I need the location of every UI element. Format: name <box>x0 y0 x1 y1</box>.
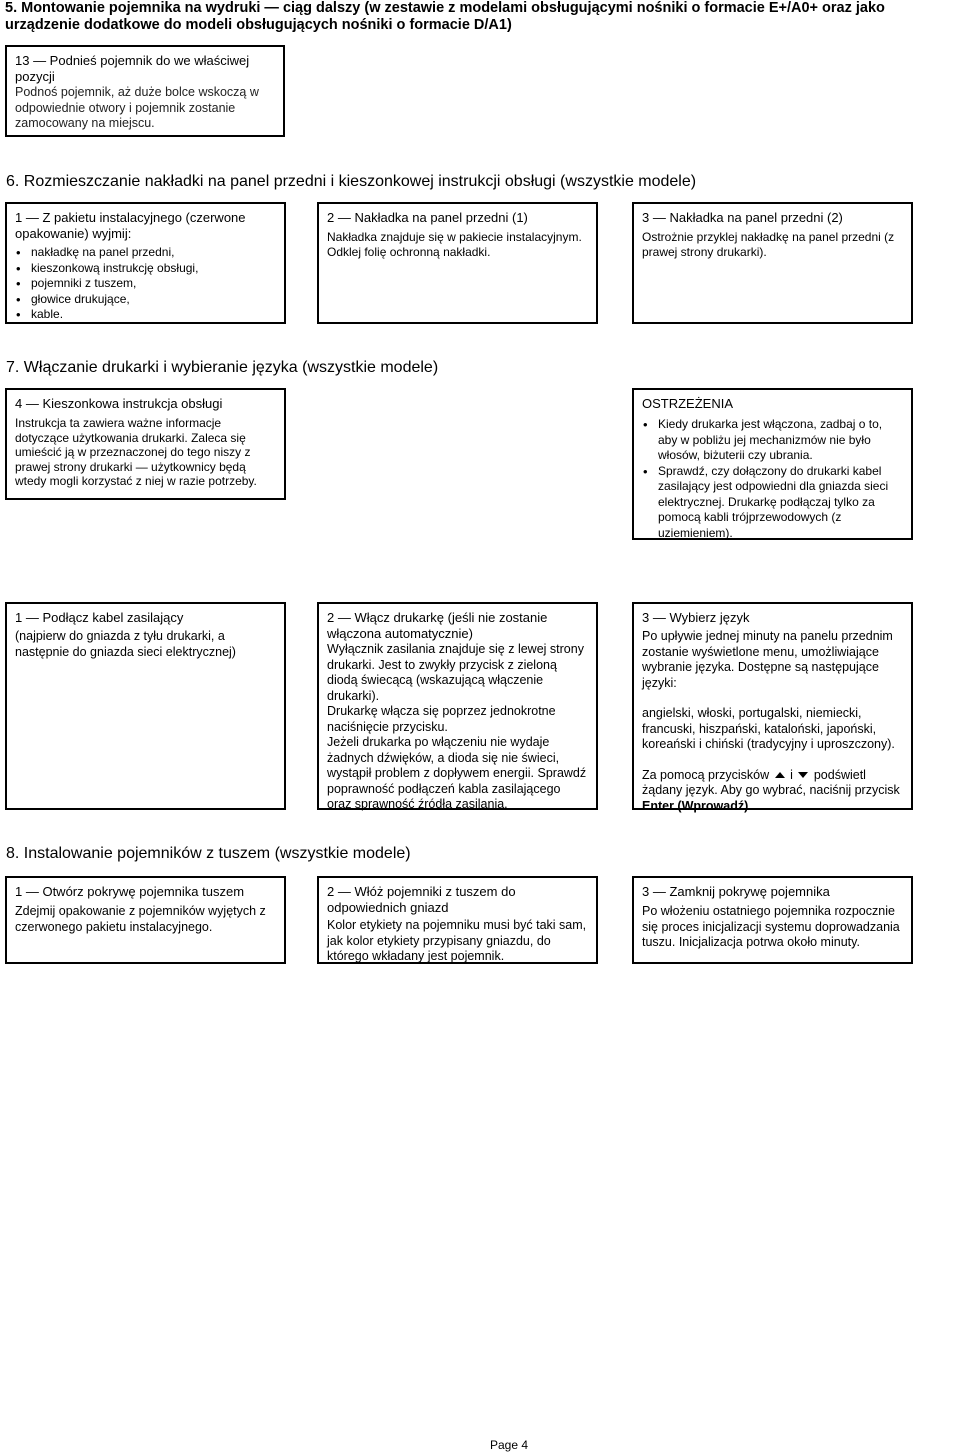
list-item: • pojemniki z tuszem, <box>15 276 276 292</box>
s6-box3-body: Ostrożnie przyklej nakładkę na panel przedni (z prawej strony drukarki). <box>642 230 895 259</box>
s8-box1-body: Zdejmij opakowanie z pojemników wyjętych z czerwonego pakietu instalacyjnego. <box>15 904 266 934</box>
down-arrow-icon <box>798 772 808 778</box>
s6-box1-list <box>15 245 276 323</box>
s8-box3 <box>632 876 913 964</box>
s6-box3-heading: 3 — Nakładka na panel przedni (2) <box>642 210 843 225</box>
s7-box3-p1: Po upływie jednej minuty na panelu przednim zostanie wyświetlone menu, umożliwiające wybranie języka. Dostępne są następujące języki: <box>642 629 893 690</box>
s7-warning-box <box>632 388 913 540</box>
s8-box1-heading: 1 — Otwórz pokrywę pojemnika tuszem <box>15 884 245 899</box>
s7-box1-body: (najpierw do gniazda z tyłu drukarki, a następnie do gniazda sieci elektrycznej) <box>15 629 236 659</box>
s6-box2-heading: 2 — Nakładka na panel przedni (1) <box>327 210 528 225</box>
list-item: • nakładkę na panel przedni, <box>15 245 276 261</box>
list-item: • głowice drukujące, <box>15 292 276 308</box>
s7-box2-p3: Jeżeli drukarka po włączeniu nie wydaje żadnych dźwięków, a dioda się nie świeci, wystąpił problem z dopływem energii. Sprawdź poprawność podłączeń kabla zasilającego oraz sprawność źródła zasilania. <box>327 735 587 811</box>
s7-box3-p3: Za pomocą przycisków i podświetl żądany język. Aby go wybrać, naciśnij przycisk Enter (Wprowadź). <box>642 767 900 813</box>
s7-box4-body: Instrukcja ta zawiera ważne informacje dotyczące użytkowania drukarki. Zaleca się umieścić ją w przeznaczonej do tego niszy z prawej strony drukarki — użytkownicy będą wtedy mogli korzystać z niej w razie potrzeby. <box>15 416 257 488</box>
up-arrow-icon <box>775 772 785 778</box>
s6-box1-heading: 1 — Z pakietu instalacyjnego (czerwone opakowanie) wyjmij: <box>15 210 246 241</box>
list-item: • kieszonkową instrukcję obsługi, <box>15 261 276 277</box>
s6-box3 <box>632 202 913 324</box>
s7-box3 <box>632 602 913 813</box>
section6-title: 6. Rozmieszczanie nakładki na panel przedni i kieszonkowej instrukcji obsługi (wszystkie modele) <box>6 173 697 190</box>
s7-box1-heading: 1 — Podłącz kabel zasilający <box>15 610 184 625</box>
s7-box3-p2: angielski, włoski, portugalski, niemiecki, francuski, hiszpański, kataloński, japoński, koreański i chiński (tradycyjny i uproszczony). <box>642 706 895 751</box>
s6-box2-body: Nakładka znajduje się w pakiecie instalacyjnym. Odklej folię ochronną nakładki. <box>327 230 582 259</box>
s7-box1 <box>5 602 286 810</box>
list-item: • Sprawdź, czy dołączony do drukarki kabel zasilający jest odpowiedni dla gniazda sieci elektrycznej. Drukarkę podłączaj tylko za pomocą kabli trójprzewodowych (z uziemieniem). <box>642 464 903 542</box>
step13-heading: 13 — Podnieś pojemnik do we właściwej pozycji <box>15 53 250 84</box>
step13-box <box>5 45 285 137</box>
s7-box4-heading: 4 — Kieszonkowa instrukcja obsługi <box>15 396 223 411</box>
s7-box2 <box>317 602 598 810</box>
warning-list <box>642 417 903 541</box>
list-item: • kable. <box>15 307 276 323</box>
section7-title: 7. Włączanie drukarki i wybieranie języka (wszystkie modele) <box>6 359 439 376</box>
s7-box3-heading: 3 — Wybierz język <box>642 610 750 625</box>
s7-box2-p1: Wyłącznik zasilania znajduje się z lewej strony drukarki. Jest to zwykły przycisk z zieloną diodą świecącą (wskazującą włączenie drukarki). <box>327 642 584 703</box>
step13-body: Podnoś pojemnik, aż duże bolce wskoczą w odpowiednie otwory i pojemnik zostanie zamocowany na miejscu. <box>15 85 259 130</box>
s8-box3-body: Po włożeniu ostatniego pojemnika rozpocznie się proces inicjalizacji systemu doprowadzania tuszu. Inicjalizacja potrwa około minuty. <box>642 904 900 949</box>
warning-heading: OSTRZEŻENIA <box>642 396 734 411</box>
s8-box2-body: Kolor etykiety na pojemniku musi być taki sam, jak kolor etykiety przypisany gniazdu, do którego wkładany jest pojemnik. <box>327 918 587 963</box>
s8-box1 <box>5 876 286 964</box>
section8-title: 8. Instalowanie pojemników z tuszem (wszystkie modele) <box>6 845 411 862</box>
s6-box1 <box>5 202 286 324</box>
s8-box2-heading: 2 — Włóż pojemniki z tuszem do odpowiednich gniazd <box>327 884 516 915</box>
enter-key-label: Enter (Wprowadź) <box>642 798 749 813</box>
s7-box2-p2: Drukarkę włącza się poprzez jednokrotne naciśnięcie przycisku. <box>327 704 556 734</box>
s8-box2 <box>317 876 598 964</box>
s8-box3-heading: 3 — Zamknij pokrywę pojemnika <box>642 884 830 899</box>
s7-box4 <box>5 388 286 500</box>
page-number: Page 4 <box>490 1438 529 1452</box>
section5-title: 5. Montowanie pojemnika na wydruki — ciąg dalszy (w zestawie z modelami obsługującymi nośniki o formacie E+/A0+ oraz jako urządzenie dodatkowe do modeli obsługujących nośniki o formacie D/A1) <box>5 0 885 33</box>
list-item: • Kiedy drukarka jest włączona, zadbaj o to, aby w pobliżu jej mechanizmów nie było włosów, biżuterii czy ubrania. <box>642 417 903 464</box>
s6-box2 <box>317 202 598 324</box>
s7-box2-heading: 2 — Włącz drukarkę (jeśli nie zostanie włączona automatycznie) <box>327 610 548 641</box>
